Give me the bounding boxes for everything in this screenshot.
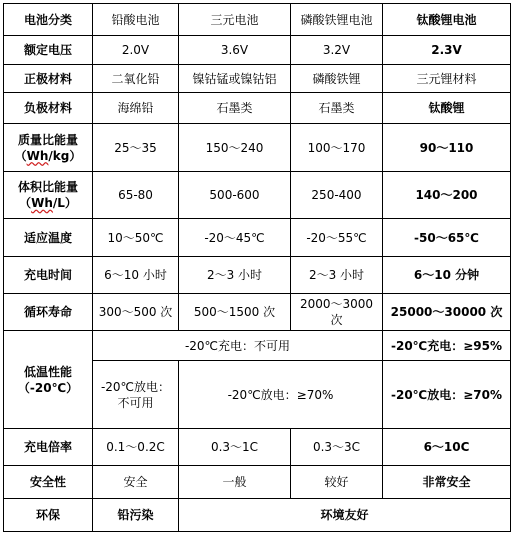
cell: 150～240 — [179, 124, 291, 172]
cell: 300～500 次 — [93, 294, 179, 331]
cell: -50～65℃ — [383, 219, 511, 257]
row-anode — [4, 93, 511, 124]
cell: 6～10C — [383, 429, 511, 466]
row-label: 额定电压 — [4, 36, 93, 65]
cell: 3.2V — [291, 36, 383, 65]
cell: 2000～3000 次 — [291, 294, 383, 331]
cell: 500-600 — [179, 172, 291, 219]
battery-comparison-table — [3, 3, 511, 532]
cell-line1: -20℃放电： — [100, 379, 171, 394]
row-label — [4, 124, 93, 172]
cell: 一般 — [179, 466, 291, 499]
row-label — [4, 331, 93, 429]
row-label: 安全性 — [4, 466, 93, 499]
cell: 500～1500 次 — [179, 294, 291, 331]
cell: 0.1～0.2C — [93, 429, 179, 466]
row-mass-energy — [4, 124, 511, 172]
row-label — [4, 172, 93, 219]
row-label: 负极材料 — [4, 93, 93, 124]
cell: 65-80 — [93, 172, 179, 219]
cell: 90～110 — [383, 124, 511, 172]
cell: 2～3 小时 — [291, 257, 383, 294]
cell: 6～10 小时 — [93, 257, 179, 294]
header-ternary: 三元电池 — [179, 4, 291, 36]
cell: 0.3～3C — [291, 429, 383, 466]
cell: 钛酸锂 — [383, 93, 511, 124]
cell: 铅污染 — [93, 499, 179, 532]
row-label: 充电时间 — [4, 257, 93, 294]
cell: 2～3 小时 — [179, 257, 291, 294]
cell: -20～45℃ — [179, 219, 291, 257]
cell: 石墨类 — [291, 93, 383, 124]
row-label-line1: 体积比能量 — [17, 180, 78, 194]
header-lead-acid: 铅酸电池 — [93, 4, 179, 36]
header-row — [4, 4, 511, 36]
cell: 海绵铅 — [93, 93, 179, 124]
row-charge-time — [4, 257, 511, 294]
row-rated-voltage — [4, 36, 511, 65]
row-volume-energy — [4, 172, 511, 219]
cell: 140～200 — [383, 172, 511, 219]
cell: 25～35 — [93, 124, 179, 172]
cell: 非常安全 — [383, 466, 511, 499]
cell-merged: -20℃放电：≥70% — [179, 361, 383, 429]
row-label-line1: 质量比能量 — [17, 132, 78, 147]
cell: 石墨类 — [179, 93, 291, 124]
row-low-temp-charge — [4, 331, 511, 361]
row-temperature — [4, 219, 511, 257]
cell — [93, 361, 179, 429]
row-label-line2: （Wh/L） — [19, 196, 77, 210]
cell: 6～10 分钟 — [383, 257, 511, 294]
cell: 磷酸铁锂 — [291, 65, 383, 93]
row-charge-rate — [4, 429, 511, 466]
cell: 2.3V — [383, 36, 511, 65]
header-lto: 钛酸锂电池 — [383, 4, 511, 36]
cell: 0.3～1C — [179, 429, 291, 466]
row-label-line2: （-20℃） — [17, 380, 79, 395]
cell: -20℃放电：≥70% — [383, 361, 511, 429]
cell: 100～170 — [291, 124, 383, 172]
row-label: 正极材料 — [4, 65, 93, 93]
header-lfp: 磷酸铁锂电池 — [291, 4, 383, 36]
cell: -20～55℃ — [291, 219, 383, 257]
cell: 三元锂材料 — [383, 65, 511, 93]
row-cathode — [4, 65, 511, 93]
cell: -20℃充电：≥95% — [383, 331, 511, 361]
row-label-line1: 低温性能 — [23, 364, 72, 379]
cell-merged: 环境友好 — [179, 499, 511, 532]
cell-line2: 不可用 — [117, 395, 154, 410]
cell: 3.6V — [179, 36, 291, 65]
row-label: 充电倍率 — [4, 429, 93, 466]
header-label: 电池分类 — [4, 4, 93, 36]
row-label: 循环寿命 — [4, 294, 93, 331]
cell: 10～50℃ — [93, 219, 179, 257]
row-safety — [4, 466, 511, 499]
row-label: 适应温度 — [4, 219, 93, 257]
row-label-line2: （Wh/kg） — [14, 148, 82, 163]
row-cycle-life — [4, 294, 511, 331]
cell: 安全 — [93, 466, 179, 499]
cell: 镍钴锰或镍钴铝 — [179, 65, 291, 93]
cell-merged: -20℃充电：不可用 — [93, 331, 383, 361]
row-environment — [4, 499, 511, 532]
cell: 较好 — [291, 466, 383, 499]
cell: 25000～30000 次 — [383, 294, 511, 331]
cell: 2.0V — [93, 36, 179, 65]
cell: 250-400 — [291, 172, 383, 219]
row-label: 环保 — [4, 499, 93, 532]
cell: 二氧化铅 — [93, 65, 179, 93]
